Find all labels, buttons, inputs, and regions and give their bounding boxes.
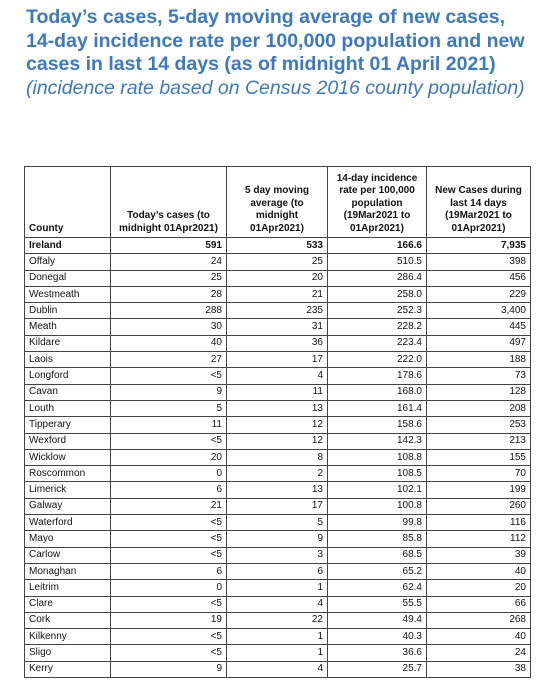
- county-cases-table: [24, 166, 531, 678]
- table-row: [25, 417, 531, 433]
- header-new-cases-14-days: New Cases during last 14 days (19Mar2021 to 01Apr2021): [427, 167, 531, 238]
- incidence-rate-cell: 40.3: [328, 629, 427, 645]
- county-cell: Louth: [25, 400, 111, 416]
- todays-cases-cell: 6: [111, 563, 227, 579]
- moving-average-cell: 4: [227, 596, 328, 612]
- moving-average-cell: 4: [227, 368, 328, 384]
- incidence-rate-cell: 36.6: [328, 645, 427, 661]
- table-row: [25, 352, 531, 368]
- table-row: [25, 335, 531, 351]
- table-row: [25, 449, 531, 465]
- moving-average-cell: 12: [227, 433, 328, 449]
- new-cases-cell: 128: [427, 384, 531, 400]
- county-cell: Donegal: [25, 270, 111, 286]
- table-row: [25, 400, 531, 416]
- moving-average-cell: 12: [227, 417, 328, 433]
- new-cases-cell: 7,935: [427, 238, 531, 254]
- county-cell: Clare: [25, 596, 111, 612]
- table-row: [25, 661, 531, 677]
- todays-cases-cell: 0: [111, 466, 227, 482]
- new-cases-cell: 188: [427, 352, 531, 368]
- todays-cases-cell: 28: [111, 286, 227, 302]
- table-row: [25, 270, 531, 286]
- table-row: [25, 563, 531, 579]
- table-row: [25, 319, 531, 335]
- table-row: [25, 384, 531, 400]
- table-row-total: [25, 238, 531, 254]
- todays-cases-cell: 9: [111, 384, 227, 400]
- todays-cases-cell: 9: [111, 661, 227, 677]
- county-cell: Sligo: [25, 645, 111, 661]
- moving-average-cell: 1: [227, 645, 328, 661]
- incidence-rate-cell: 222.0: [328, 352, 427, 368]
- incidence-rate-cell: 102.1: [328, 482, 427, 498]
- table-row: [25, 498, 531, 514]
- new-cases-cell: 20: [427, 580, 531, 596]
- moving-average-cell: 533: [227, 238, 328, 254]
- new-cases-cell: 40: [427, 563, 531, 579]
- incidence-rate-cell: 258.0: [328, 286, 427, 302]
- todays-cases-cell: 288: [111, 303, 227, 319]
- new-cases-cell: 38: [427, 661, 531, 677]
- page-title: [26, 6, 536, 100]
- table-body: [25, 238, 531, 678]
- new-cases-cell: 116: [427, 515, 531, 531]
- new-cases-cell: 39: [427, 547, 531, 563]
- moving-average-cell: 2: [227, 466, 328, 482]
- todays-cases-cell: <5: [111, 531, 227, 547]
- county-cell: Wexford: [25, 433, 111, 449]
- table-row: [25, 482, 531, 498]
- moving-average-cell: 21: [227, 286, 328, 302]
- header-todays-cases: Today’s cases (to midnight 01Apr2021): [111, 167, 227, 238]
- table-row: [25, 547, 531, 563]
- new-cases-cell: 456: [427, 270, 531, 286]
- table-row: [25, 580, 531, 596]
- todays-cases-cell: 20: [111, 449, 227, 465]
- moving-average-cell: 11: [227, 384, 328, 400]
- county-cell: Kildare: [25, 335, 111, 351]
- todays-cases-cell: 25: [111, 270, 227, 286]
- moving-average-cell: 3: [227, 547, 328, 563]
- moving-average-cell: 6: [227, 563, 328, 579]
- county-cell: Cavan: [25, 384, 111, 400]
- incidence-rate-cell: 166.6: [328, 238, 427, 254]
- county-cell: Tipperary: [25, 417, 111, 433]
- new-cases-cell: 497: [427, 335, 531, 351]
- new-cases-cell: 112: [427, 531, 531, 547]
- moving-average-cell: 31: [227, 319, 328, 335]
- todays-cases-cell: <5: [111, 433, 227, 449]
- todays-cases-cell: <5: [111, 629, 227, 645]
- county-cell: Carlow: [25, 547, 111, 563]
- todays-cases-cell: 6: [111, 482, 227, 498]
- new-cases-cell: 268: [427, 612, 531, 628]
- header-county: County: [25, 167, 111, 238]
- todays-cases-cell: <5: [111, 645, 227, 661]
- todays-cases-cell: 21: [111, 498, 227, 514]
- todays-cases-cell: 5: [111, 400, 227, 416]
- moving-average-cell: 235: [227, 303, 328, 319]
- table-row: [25, 612, 531, 628]
- county-cell: Monaghan: [25, 563, 111, 579]
- incidence-rate-cell: 286.4: [328, 270, 427, 286]
- incidence-rate-cell: 142.3: [328, 433, 427, 449]
- new-cases-cell: 445: [427, 319, 531, 335]
- table-row: [25, 531, 531, 547]
- new-cases-cell: 213: [427, 433, 531, 449]
- county-cell: Cork: [25, 612, 111, 628]
- county-cell: Laois: [25, 352, 111, 368]
- header-incidence-rate: 14-day incidence rate per 100,000 population (19Mar2021 to 01Apr2021): [328, 167, 427, 238]
- new-cases-cell: 40: [427, 629, 531, 645]
- new-cases-cell: 398: [427, 254, 531, 270]
- table-row: [25, 515, 531, 531]
- todays-cases-cell: 591: [111, 238, 227, 254]
- todays-cases-cell: 0: [111, 580, 227, 596]
- new-cases-cell: 229: [427, 286, 531, 302]
- new-cases-cell: 3,400: [427, 303, 531, 319]
- table-row: [25, 254, 531, 270]
- county-cell: Wicklow: [25, 449, 111, 465]
- moving-average-cell: 20: [227, 270, 328, 286]
- county-cell: Ireland: [25, 238, 111, 254]
- moving-average-cell: 17: [227, 498, 328, 514]
- todays-cases-cell: 40: [111, 335, 227, 351]
- todays-cases-cell: 27: [111, 352, 227, 368]
- moving-average-cell: 13: [227, 482, 328, 498]
- county-cell: Mayo: [25, 531, 111, 547]
- header-moving-average: 5 day moving average (to midnight 01Apr2021): [227, 167, 328, 238]
- incidence-rate-cell: 178.6: [328, 368, 427, 384]
- county-cell: Offaly: [25, 254, 111, 270]
- table-row: [25, 368, 531, 384]
- county-cell: Galway: [25, 498, 111, 514]
- title-main: Today’s cases, 5-day moving average of new cases, 14-day incidence rate per 100,000 population and new cases in last 14 days (as of midnight 01 April 2021): [26, 6, 525, 75]
- moving-average-cell: 36: [227, 335, 328, 351]
- title-note: (incidence rate based on Census 2016 county population): [26, 76, 525, 99]
- incidence-rate-cell: 55.5: [328, 596, 427, 612]
- county-cell: Westmeath: [25, 286, 111, 302]
- moving-average-cell: 25: [227, 254, 328, 270]
- todays-cases-cell: 11: [111, 417, 227, 433]
- new-cases-cell: 260: [427, 498, 531, 514]
- todays-cases-cell: 24: [111, 254, 227, 270]
- moving-average-cell: 4: [227, 661, 328, 677]
- incidence-rate-cell: 510.5: [328, 254, 427, 270]
- new-cases-cell: 199: [427, 482, 531, 498]
- incidence-rate-cell: 68.5: [328, 547, 427, 563]
- todays-cases-cell: 19: [111, 612, 227, 628]
- incidence-rate-cell: 161.4: [328, 400, 427, 416]
- incidence-rate-cell: 252.3: [328, 303, 427, 319]
- moving-average-cell: 13: [227, 400, 328, 416]
- county-cell: Longford: [25, 368, 111, 384]
- table-row: [25, 466, 531, 482]
- todays-cases-cell: 30: [111, 319, 227, 335]
- table-row: [25, 629, 531, 645]
- new-cases-cell: 208: [427, 400, 531, 416]
- moving-average-cell: 8: [227, 449, 328, 465]
- incidence-rate-cell: 108.8: [328, 449, 427, 465]
- todays-cases-cell: <5: [111, 596, 227, 612]
- incidence-rate-cell: 108.5: [328, 466, 427, 482]
- county-cell: Waterford: [25, 515, 111, 531]
- incidence-rate-cell: 25.7: [328, 661, 427, 677]
- incidence-rate-cell: 99.8: [328, 515, 427, 531]
- new-cases-cell: 66: [427, 596, 531, 612]
- table-row: [25, 433, 531, 449]
- moving-average-cell: 17: [227, 352, 328, 368]
- table-row: [25, 596, 531, 612]
- moving-average-cell: 1: [227, 580, 328, 596]
- new-cases-cell: 73: [427, 368, 531, 384]
- todays-cases-cell: <5: [111, 368, 227, 384]
- table-row: [25, 286, 531, 302]
- county-cell: Limerick: [25, 482, 111, 498]
- incidence-rate-cell: 100.8: [328, 498, 427, 514]
- county-cell: Leitrim: [25, 580, 111, 596]
- incidence-rate-cell: 62.4: [328, 580, 427, 596]
- county-cell: Roscommon: [25, 466, 111, 482]
- new-cases-cell: 70: [427, 466, 531, 482]
- new-cases-cell: 24: [427, 645, 531, 661]
- incidence-rate-cell: 158.6: [328, 417, 427, 433]
- moving-average-cell: 1: [227, 629, 328, 645]
- incidence-rate-cell: 85.8: [328, 531, 427, 547]
- todays-cases-cell: <5: [111, 547, 227, 563]
- moving-average-cell: 22: [227, 612, 328, 628]
- incidence-rate-cell: 168.0: [328, 384, 427, 400]
- incidence-rate-cell: 65.2: [328, 563, 427, 579]
- moving-average-cell: 5: [227, 515, 328, 531]
- county-cell: Kilkenny: [25, 629, 111, 645]
- header-row: [25, 167, 531, 238]
- incidence-rate-cell: 49.4: [328, 612, 427, 628]
- todays-cases-cell: <5: [111, 515, 227, 531]
- county-cell: Meath: [25, 319, 111, 335]
- county-cell: Kerry: [25, 661, 111, 677]
- moving-average-cell: 9: [227, 531, 328, 547]
- county-cell: Dublin: [25, 303, 111, 319]
- new-cases-cell: 155: [427, 449, 531, 465]
- table-row: [25, 303, 531, 319]
- incidence-rate-cell: 228.2: [328, 319, 427, 335]
- incidence-rate-cell: 223.4: [328, 335, 427, 351]
- new-cases-cell: 253: [427, 417, 531, 433]
- table-row: [25, 645, 531, 661]
